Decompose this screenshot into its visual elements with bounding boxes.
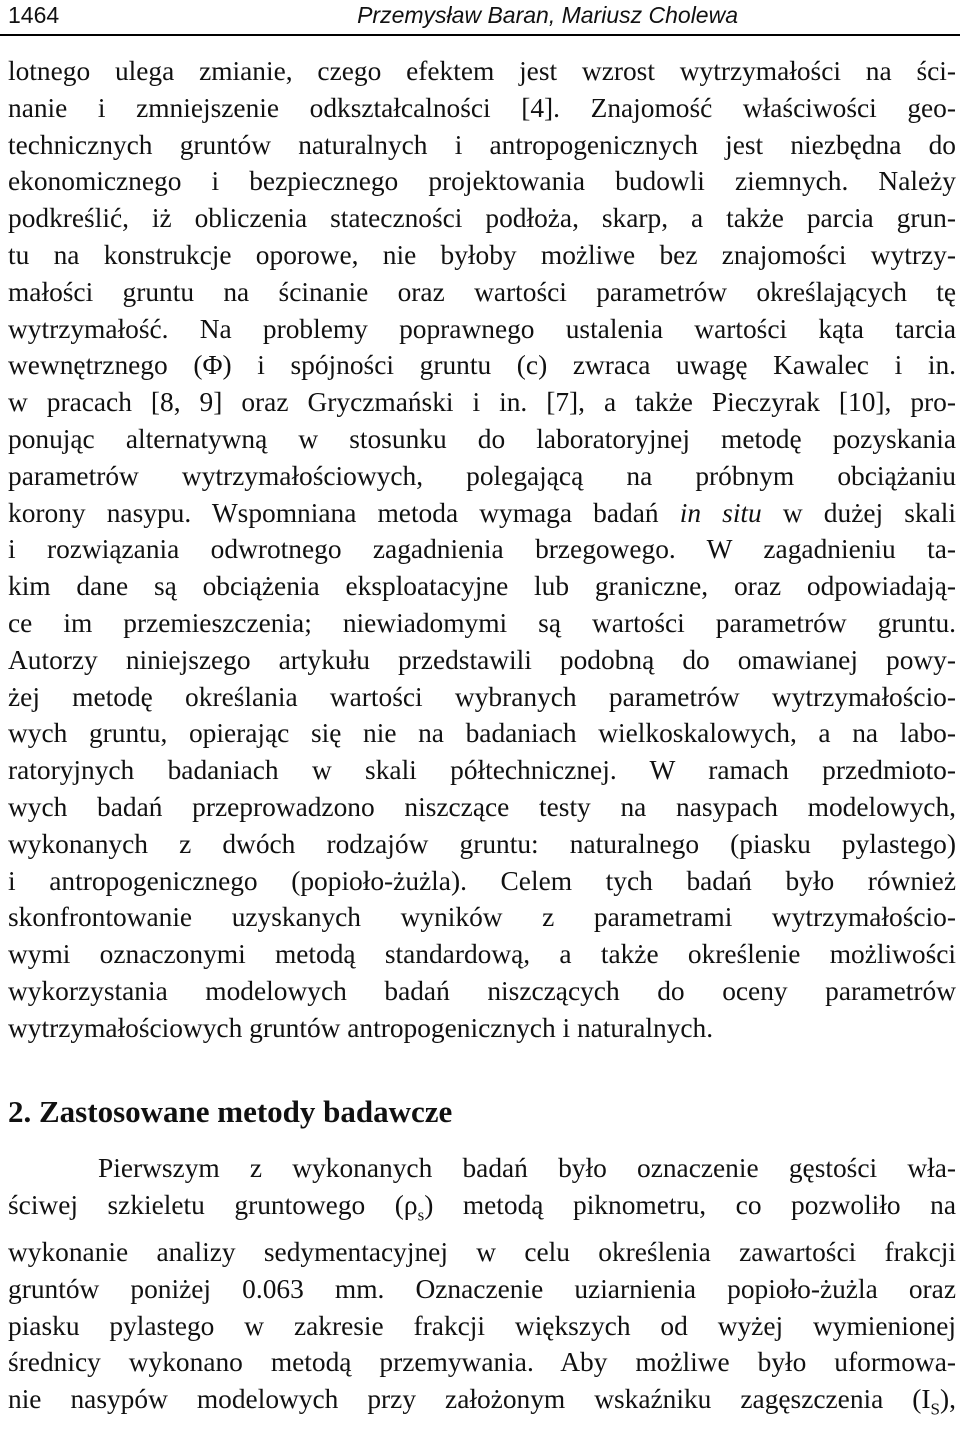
text-segment: ściwej szkieletu gruntowego (ρ — [8, 1189, 418, 1220]
text-line: parametrów wytrzymałościowych, polegającą na próbnym obciążaniu — [8, 460, 956, 491]
text-line: Autorzy niniejszego artykułu przedstawili podobną do omawianej powy- — [8, 644, 956, 675]
subscript: s — [417, 1205, 425, 1225]
text-segment: korony nasypu. Wspomniana metoda wymaga badań — [8, 497, 680, 528]
text-line: ratoryjnych badaniach w skali półtechnicznej. W ramach przedmioto- — [8, 755, 956, 786]
text-line: podkreślić, iż obliczenia stateczności podłoża, skarp, a także parcia grun- — [8, 203, 956, 234]
text-line: nanie i zmniejszenie odkształcalności [4]. Znajomość właściwości geo- — [8, 92, 956, 123]
text-line-with-subscript — [8, 1381, 956, 1428]
text-line: ponując alternatywną w stosunku do laboratoryjnej metodę pozyskania — [8, 423, 956, 454]
text-line-with-italic — [8, 495, 956, 532]
text-line: wykonanie analizy sedymentacyjnej w celu określenia zawartości frakcji — [8, 1237, 956, 1268]
text-segment: nie nasypów modelowych przy założonym wskaźniku zagęszczenia (I — [8, 1384, 931, 1415]
text-line: wych badań przeprowadzono niszczące testy na nasypach modelowych, — [8, 791, 956, 822]
text-line: i rozwiązania odwrotnego zagadnienia brzegowego. W zagadnieniu ta- — [8, 534, 956, 565]
text-line: wytrzymałość. Na problemy poprawnego ustalenia wartości kąta tarcia — [8, 313, 956, 344]
text-line: wykonanych z dwóch rodzajów gruntu: naturalnego (piasku pylastego) — [8, 828, 956, 859]
text-line: ce im przemieszczenia; niewiadomymi są wartości parametrów gruntu. — [8, 607, 956, 638]
text-line: ekonomicznego i bezpiecznego projektowania budowli ziemnych. Należy — [8, 166, 956, 197]
page-number: 1464 — [8, 2, 60, 28]
text-line: w pracach [8, 9] oraz Gryczmański i in. [7], a także Pieczyrak [10], pro- — [8, 387, 956, 418]
text-line: wych gruntu, opierając się nie na badaniach wielkoskalowych, a na labo- — [8, 718, 956, 749]
text-line: wewnętrznego (Φ) i spójności gruntu (c) zwraca uwagę Kawalec i in. — [8, 350, 956, 381]
text-segment: w dużej skali — [761, 497, 956, 528]
text-line: małości gruntu na ścinanie oraz wartości parametrów określających tę — [8, 276, 956, 307]
page-header — [0, 0, 960, 40]
text-line-with-subscript — [8, 1187, 956, 1234]
text-line: tu na konstrukcje oporowe, nie byłoby możliwe bez znajomości wytrzy- — [8, 239, 956, 270]
section-heading: 2. Zastosowane metody badawcze — [8, 1094, 453, 1129]
paragraph-1 — [8, 53, 956, 1047]
paragraph-2 — [8, 1150, 956, 1429]
text-line: i antropogenicznego (popioło-żużla). Celem tych badań było również — [8, 865, 956, 896]
text-segment: ), — [940, 1384, 956, 1415]
text-line-last: wytrzymałościowych gruntów antropogenicznych i naturalnych. — [8, 1012, 714, 1043]
text-line: gruntów poniżej 0.063 mm. Oznaczenie uziarnienia popioło-żużla oraz — [8, 1273, 956, 1304]
text-line: żej metodę określania wartości wybranych parametrów wytrzymałościo- — [8, 681, 956, 712]
italic-term: in situ — [679, 497, 762, 528]
text-segment: Pierwszym z wykonanych badań było oznaczenie gęstości wła- — [98, 1153, 956, 1183]
text-line: kim dane są obciążenia eksploatacyjne lub graniczne, oraz odpowiadają- — [8, 571, 956, 602]
text-line: wykorzystania modelowych badań niszczących do oceny parametrów — [8, 975, 956, 1006]
text-line-indented — [8, 1150, 956, 1187]
header-rule — [0, 34, 960, 36]
text-line: średnicy wykonano metodą przemywania. Aby możliwe było uformowa- — [8, 1347, 956, 1378]
text-line: lotnego ulega zmianie, czego efektem jest wzrost wytrzymałości na ści- — [8, 56, 956, 86]
text-line: skonfrontowanie uzyskanych wyników z parametrami wytrzymałościo- — [8, 902, 956, 933]
subscript: S — [930, 1399, 941, 1419]
text-line: piasku pylastego w zakresie frakcji większych od wyżej wymienionej — [8, 1310, 956, 1341]
running-head-authors: Przemysław Baran, Mariusz Cholewa — [357, 2, 738, 28]
text-line: technicznych gruntów naturalnych i antropogenicznych jest niezbędna do — [8, 129, 956, 160]
text-line: wymi oznaczonymi metodą standardową, a także określenie możliwości — [8, 939, 956, 970]
text-segment: ) metodą piknometru, co pozwoliło na — [424, 1189, 956, 1220]
